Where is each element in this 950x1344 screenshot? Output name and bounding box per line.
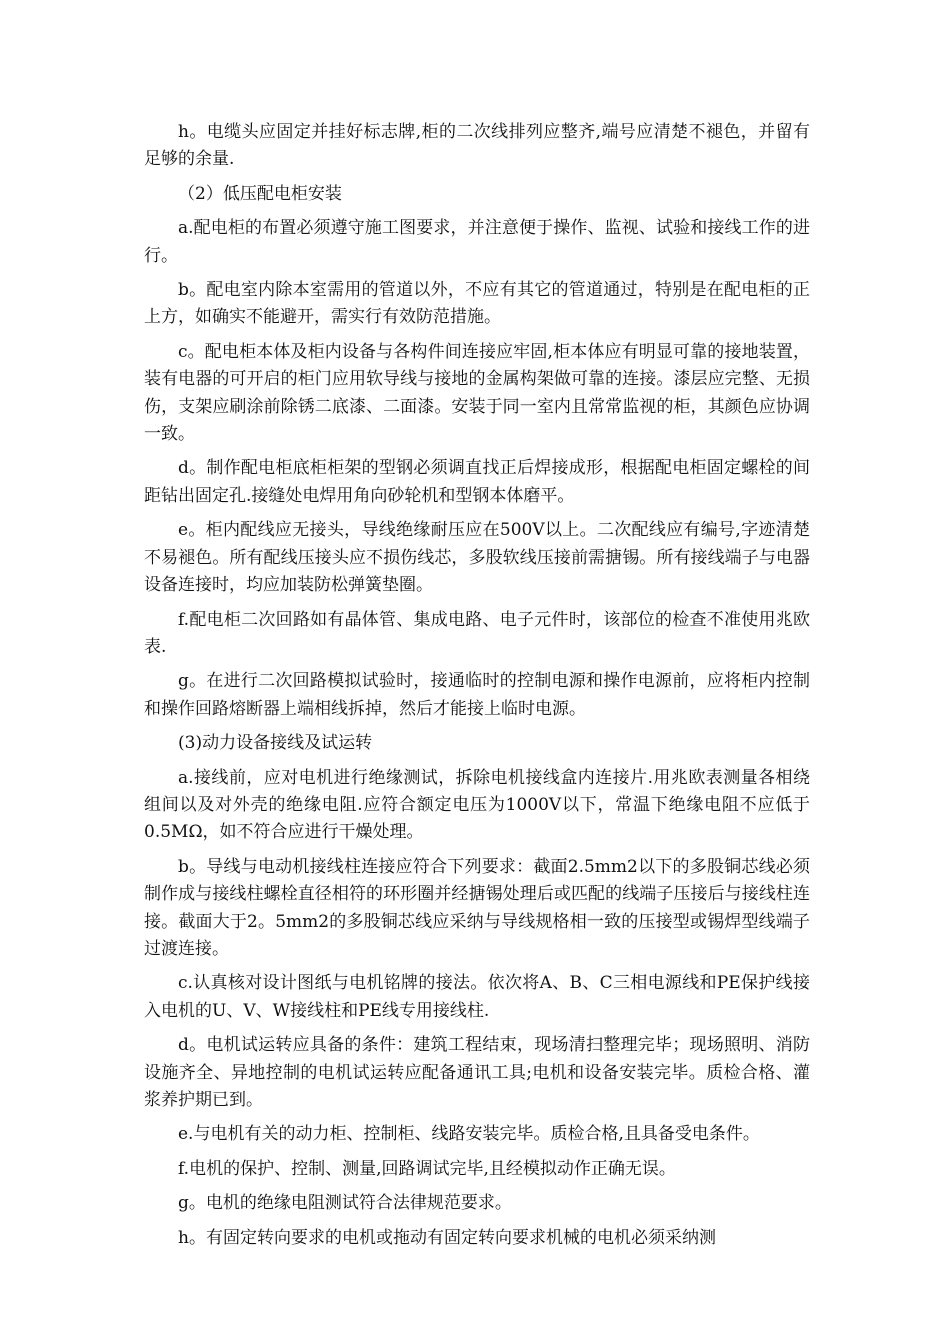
paragraph-motor-a: a.接线前，应对电机进行绝缘测试，拆除电机接线盒内连接片.用兆欧表测量各相绕组间以及对外壳的绝缘电阻.应符合额定电压为1000V以下，常温下绝缘电阻不应低于0.5MΩ，如不符合应进行干燥处理。 — [144, 767, 810, 843]
paragraph-item-f: f.配电柜二次回路如有晶体管、集成电路、电子元件时，该部位的检查不准使用兆欧表. — [144, 609, 810, 657]
section-heading-low-voltage-cabinet: （2）低压配电柜安装 — [178, 183, 342, 204]
paragraph-motor-f: f.电机的保护、控制、测量,回路调试完毕,且经模拟动作正确无误。 — [178, 1158, 676, 1179]
paragraph-item-d: d。制作配电柜底柜柜架的型钢必须调直找正后焊接成形，根据配电柜固定螺栓的间距钻出固定孔.接缝处电焊用角向砂轮机和型钢本体磨平。 — [144, 458, 810, 506]
paragraph-motor-h: h。有固定转向要求的电机或拖动有固定转向要求机械的电机必须采纳测 — [178, 1227, 716, 1248]
paragraph-motor-g: g。电机的绝缘电阻测试符合法律规范要求。 — [178, 1193, 512, 1214]
document-page — [144, 119, 810, 1252]
paragraph-item-a: a.配电柜的布置必须遵守施工图要求，并注意便于操作、监视、试验和接线工作的进行。 — [144, 218, 810, 266]
paragraph-motor-d: d。电机试运转应具备的条件：建筑工程结束，现场清扫整理完毕；现场照明、消防设施齐全、异地控制的电机试运转应配备通讯工具;电机和设备安装完毕。质检合格、灌浆养护期已到。 — [144, 1035, 810, 1110]
paragraph-motor-e: e.与电机有关的动力柜、控制柜、线路安装完毕。质检合格,且具备受电条件。 — [178, 1124, 760, 1145]
paragraph-motor-c: c.认真核对设计图纸与电机铭牌的接法。依次将A、B、C三相电源线和PE保护线接入电机的U、V、W接线柱和PE线专用接线柱. — [144, 973, 810, 1021]
paragraph-item-g: g。在进行二次回路模拟试验时，接通临时的控制电源和操作电源前，应将柜内控制和操作回路熔断器上端相线拆掉，然后才能接上临时电源。 — [144, 671, 810, 719]
paragraph-motor-b: b。导线与电动机接线柱连接应符合下列要求：截面2.5mm2以下的多股铜芯线必须制作成与接线柱螺栓直径相符的环形圈并经搪锡处理后或匹配的线端子压接后与接线柱连接。截面大于2。5mm2的多股铜芯线应采纳与导线规格相一致的压接型或锡焊型线端子过渡连接。 — [144, 856, 810, 959]
paragraph-item-e: e。柜内配线应无接头，导线绝缘耐压应在500V以上。二次配线应有编号,字迹清楚不易褪色。所有配线压接头应不损伤线芯，多股软线压接前需搪锡。所有接线端子与电器设备连接时，均应加装防松弹簧垫圈。 — [144, 520, 810, 596]
paragraph-item-c: c。配电柜本体及柜内设备与各构件间连接应牢固,柜本体应有明显可靠的接地装置，装有电器的可开启的柜门应用软导线与接地的金属构架做可靠的连接。漆层应完整、无损伤，支架应刷涂前除锈二底漆、二面漆。安装于同一室内且常常监视的柜，其颜色应协调一致。 — [144, 341, 810, 445]
paragraph-cable-head: h。电缆头应固定并挂好标志牌,柜的二次线排列应整齐,端号应清楚不褪色，并留有足够的余量. — [144, 122, 810, 170]
paragraph-item-b: b。配电室内除本室需用的管道以外，不应有其它的管道通过，特别是在配电柜的正上方，如确实不能避开，需实行有效防范措施。 — [144, 280, 810, 328]
section-heading-power-equipment: (3)动力设备接线及试运转 — [178, 733, 373, 754]
